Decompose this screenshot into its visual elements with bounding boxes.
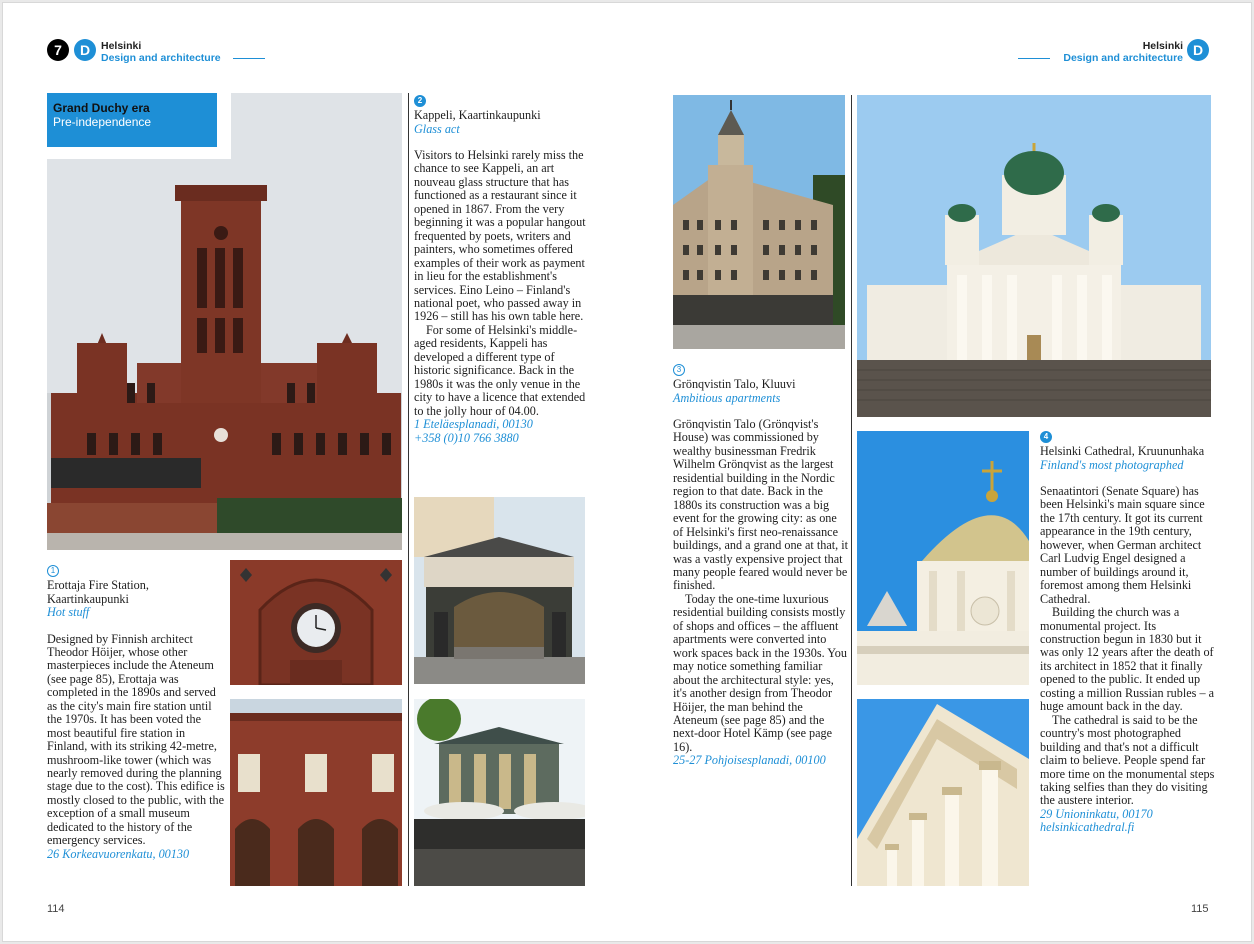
section-label-margin (47, 147, 231, 159)
venue-4 (1040, 431, 1215, 835)
venue-tagline: Finland's most photographed (1040, 457, 1184, 472)
body-paragraph: Today the one-time luxurious residential building consists mostly of shops and offices – the affluent apartments were converted into work spaces back in the 1930s. You may notice something familiar about the architectural style: yes, it's another design from Theodor Höijer, the man behind the Ateneum (see page 85) and the next-door Hotel Kämp (see page 16). (673, 591, 847, 754)
venue-name: Erottaja Fire Station, Kaartinkaupunki (47, 578, 149, 606)
section-label (47, 93, 217, 147)
venue-phone: +358 (0)10 766 3880 (414, 430, 519, 445)
erottaja-fire-station-photo (47, 93, 402, 550)
header-rule (1018, 58, 1050, 59)
page-number-left: 114 (47, 903, 65, 915)
right-page (628, 3, 1253, 941)
venue-number-badge: 3 (673, 364, 685, 376)
venue-website: helsinkicathedral.fi (1040, 820, 1135, 835)
body-paragraph: Building the church was a monumental project. Its construction begun in 1830 but it was only 12 years after the death of its architect in 1852 that it finally opened to the public. It ended up costing a million Russian rubles – a huge amount back in the day. (1040, 605, 1214, 714)
kappeli-facade-photo (414, 497, 585, 684)
page-number-right: 115 (1191, 903, 1209, 915)
body-paragraph: Grönqvistin Talo (Grönqvist's House) was commissioned by wealthy businessman Fredrik Wilhelm Grönqvist as the largest residential building in the Nordic region to that date. Back in the 1880s its construction was a big event for the growing city: as one of Helsinki's first neo-renaissance buildings, and a grand one at that, it was a vastly expensive project that many people feared would never be finished. (673, 417, 848, 593)
venue-3 (673, 364, 848, 768)
helsinki-cathedral-photo (857, 95, 1211, 417)
section-title: Grand Duchy era (53, 101, 150, 115)
body-paragraph: For some of Helsinki's middle-aged residents, Kappeli has developed a different type of historic significance. Back in the 1980s it was the only venue in the city to have a licence that extended to the jolly hour of 04.00. (414, 322, 586, 418)
venue-number-badge: 2 (414, 95, 426, 107)
header-rule (233, 58, 265, 59)
header-city: Helsinki (1142, 40, 1183, 52)
body-paragraph: Senaatintori (Senate Square) has been Helsinki's main square since the 17th century. It got its current appearance in the 19th century, however, when German architect Carl Ludvig Engel designed a number of buildings around it, foremost among them Helsinki Cathedral. (1040, 484, 1205, 606)
venue-body (1040, 485, 1215, 808)
fire-station-clock-photo (230, 560, 402, 685)
body-paragraph: Designed by Finnish architect Theodor Höijer, whose other masterpieces include the Ateneum (see page 85), Erottaja was completed in the 1890s and served as the city's main fire station until the 1970s. It has been voted the most beautiful fire station in Finland, with its striking 42-metre, mushroom-like tower (which was nearly removed during the planning stage due to the cost). This edifice is mostly closed to the public, with the exception of a small museum dedicated to the history of the emergency services. (47, 631, 225, 848)
venue-tagline: Glass act (414, 121, 460, 136)
venue-body (414, 149, 586, 418)
venue-address: 26 Korkeavuorenkatu, 00130 (47, 846, 190, 861)
venue-name: Kappeli, Kaartinkaupunki (414, 108, 541, 122)
venue-body (47, 633, 225, 848)
venue-address: 29 Unioninkatu, 00170 (1040, 806, 1153, 821)
section-letter-badge: D (74, 39, 96, 61)
header-topic: Design and architecture (101, 52, 221, 64)
venue-address: 25-27 Pohjoisesplanadi, 00100 (673, 753, 826, 768)
venue-body (673, 418, 848, 754)
venue-number-badge: 4 (1040, 431, 1052, 443)
header-topic: Design and architecture (1063, 52, 1183, 64)
section-subtitle: Pre-independence (53, 115, 152, 129)
left-page (3, 3, 628, 941)
venue-tagline: Ambitious apartments (673, 390, 781, 405)
venue-tagline: Hot stuff (47, 605, 90, 619)
venue-1 (47, 565, 225, 861)
fire-station-doors-photo (230, 699, 402, 886)
column-rule (408, 93, 409, 886)
kappeli-terrace-photo (414, 699, 585, 886)
body-paragraph: Visitors to Helsinki rarely miss the chance to see Kappeli, an art nouveau glass structure that has functioned as a restaurant since it opened in 1867. From the very beginning it was a popular hangout frequented by poets, writers and painters, who sometimes offered examples of their work as payment in lieu for the establishment's services. Eino Leino – Finland's national poet, who passed away in 1926 – still has his own table here. (414, 148, 586, 324)
venue-number-badge: 1 (47, 565, 59, 577)
gronqvistin-talo-photo (673, 95, 845, 349)
venue-name: Helsinki Cathedral, Kruununhaka (1040, 444, 1205, 458)
cathedral-columns-photo (857, 699, 1029, 886)
chapter-number-badge: 7 (47, 39, 69, 61)
section-letter-badge: D (1187, 39, 1209, 61)
venue-name: Grönqvistin Talo, Kluuvi (673, 377, 796, 391)
magazine-spread (2, 2, 1252, 942)
body-paragraph: The cathedral is said to be the country's most photographed building and that's not a difficult claim to believe. People spend far more time on the monumental steps taking selfies than they do visiting the austere interior. (1040, 712, 1215, 808)
venue-2 (414, 95, 586, 445)
venue-address: 1 Eteläesplanadi, 00130 (414, 417, 533, 432)
header-city: Helsinki (101, 40, 142, 52)
column-rule (851, 95, 852, 886)
cathedral-dome-photo (857, 431, 1029, 685)
